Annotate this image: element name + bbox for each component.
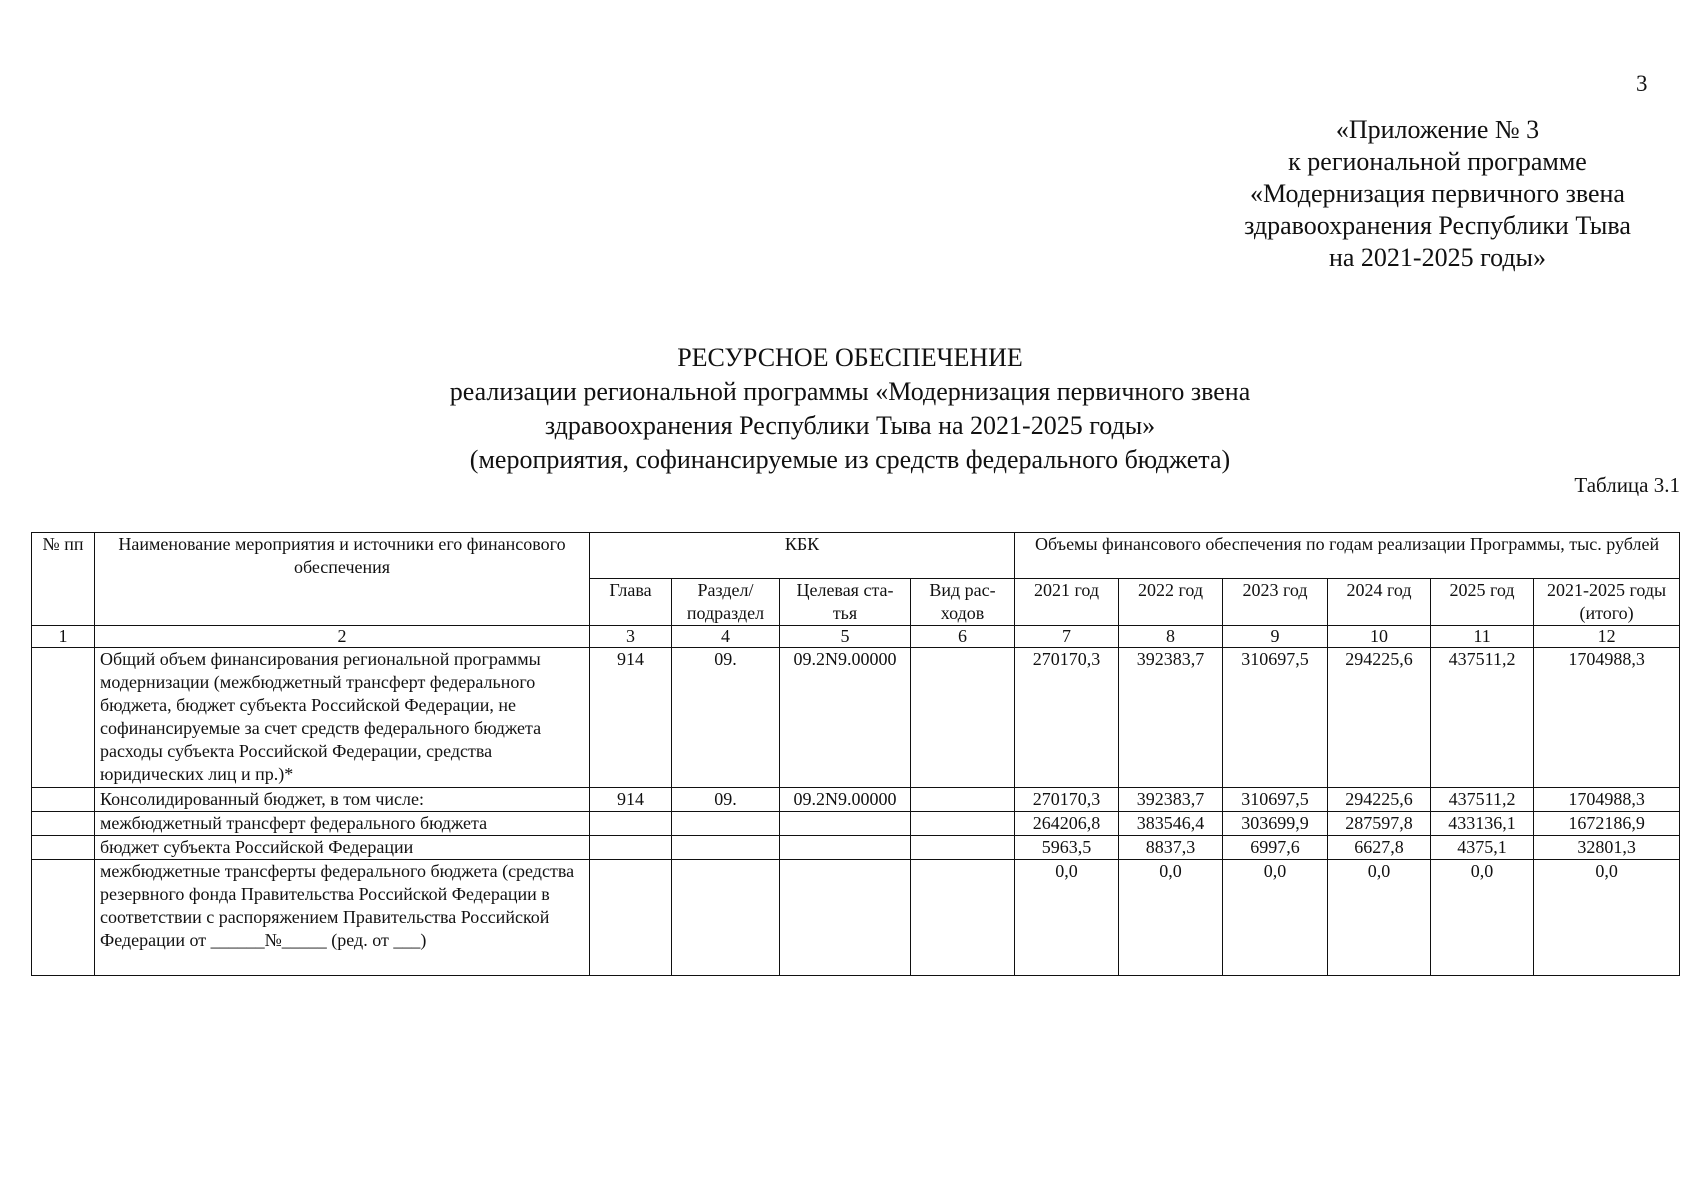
column-number: 7 — [1015, 626, 1119, 648]
table-caption: Таблица 3.1 — [1574, 473, 1680, 497]
appendix-line: «Приложение № 3 — [1335, 115, 1540, 144]
row-glava — [590, 860, 672, 976]
row-value: 287597,8 — [1328, 812, 1431, 836]
header-name: Наименование мероприятия и источники его финансового обеспечения — [95, 533, 590, 626]
row-value: 0,0 — [1015, 860, 1119, 976]
column-number: 3 — [590, 626, 672, 648]
row-no — [32, 648, 95, 788]
row-value: 437511,2 — [1431, 648, 1534, 788]
row-celevaya: 09.2N9.00000 — [780, 788, 911, 812]
row-celevaya — [780, 860, 911, 976]
row-value-total: 32801,3 — [1534, 836, 1680, 860]
row-value: 310697,5 — [1223, 648, 1328, 788]
table-row — [32, 860, 1680, 976]
column-number: 9 — [1223, 626, 1328, 648]
row-glava — [590, 836, 672, 860]
row-no — [32, 788, 95, 812]
row-value: 383546,4 — [1119, 812, 1223, 836]
column-number: 4 — [672, 626, 780, 648]
row-name: межбюджетные трансферты федерального бюджета (средства резервного фонда Правительства Российской Федерации в соответствии с распоряжением Правительства Российской Федерации от ______№_____ (ред. от ___) — [95, 860, 590, 976]
header-year: 2025 год — [1431, 579, 1534, 626]
row-value: 5963,5 — [1015, 836, 1119, 860]
row-razdel: 09. — [672, 648, 780, 788]
row-value: 270170,3 — [1015, 648, 1119, 788]
row-value: 0,0 — [1431, 860, 1534, 976]
column-number: 2 — [95, 626, 590, 648]
title-heading: РЕСУРСНОЕ ОБЕСПЕЧЕНИЕ — [677, 343, 1023, 372]
row-name: бюджет субъекта Российской Федерации — [95, 836, 590, 860]
table-row — [32, 812, 1680, 836]
table-row — [32, 648, 1680, 788]
row-value: 0,0 — [1119, 860, 1223, 976]
row-value: 437511,2 — [1431, 788, 1534, 812]
row-value: 6627,8 — [1328, 836, 1431, 860]
row-value: 8837,3 — [1119, 836, 1223, 860]
title-line: здравоохранения Республики Тыва на 2021-2025 годы» — [544, 411, 1156, 440]
row-vid — [911, 648, 1015, 788]
row-value-total: 0,0 — [1534, 860, 1680, 976]
column-number: 12 — [1534, 626, 1680, 648]
row-celevaya — [780, 812, 911, 836]
row-value: 310697,5 — [1223, 788, 1328, 812]
row-name: Консолидированный бюджет, в том числе: — [95, 788, 590, 812]
row-razdel: 09. — [672, 788, 780, 812]
row-value-total: 1704988,3 — [1534, 788, 1680, 812]
row-vid — [911, 860, 1015, 976]
appendix-block — [1205, 114, 1670, 274]
column-number: 8 — [1119, 626, 1223, 648]
row-name: Общий объем финансирования региональной программы модернизации (межбюджетный трансферт федерального бюджета, бюджет субъекта Российской Федерации, не софинансируемые за счет средств федерального бюджета расходы субъекта Российской Федерации, средства юридических лиц и пр.)* — [95, 648, 590, 788]
row-value: 303699,9 — [1223, 812, 1328, 836]
header-year: 2024 год — [1328, 579, 1431, 626]
row-glava: 914 — [590, 648, 672, 788]
appendix-line: на 2021-2025 годы» — [1328, 243, 1547, 272]
row-value: 433136,1 — [1431, 812, 1534, 836]
row-vid — [911, 812, 1015, 836]
appendix-line: здравоохранения Республики Тыва — [1244, 211, 1631, 240]
header-glava: Глава — [590, 579, 672, 626]
row-value: 264206,8 — [1015, 812, 1119, 836]
page-number: 3 — [1636, 71, 1648, 96]
row-value: 6997,6 — [1223, 836, 1328, 860]
row-celevaya: 09.2N9.00000 — [780, 648, 911, 788]
row-value: 294225,6 — [1328, 648, 1431, 788]
row-value: 392383,7 — [1119, 648, 1223, 788]
column-number: 6 — [911, 626, 1015, 648]
row-razdel — [672, 860, 780, 976]
row-razdel — [672, 836, 780, 860]
resource-table — [31, 532, 1680, 976]
row-name: межбюджетный трансферт федерального бюджета — [95, 812, 590, 836]
table-row — [32, 788, 1680, 812]
appendix-line: «Модернизация первичного звена — [1250, 179, 1625, 208]
header-vid: Вид рас- ходов — [911, 579, 1015, 626]
row-value: 270170,3 — [1015, 788, 1119, 812]
row-value: 294225,6 — [1328, 788, 1431, 812]
header-year: 2022 год — [1119, 579, 1223, 626]
row-value: 4375,1 — [1431, 836, 1534, 860]
row-no — [32, 812, 95, 836]
row-razdel — [672, 812, 780, 836]
header-celevaya: Целевая ста- тья — [780, 579, 911, 626]
column-number: 5 — [780, 626, 911, 648]
row-glava — [590, 812, 672, 836]
row-celevaya — [780, 836, 911, 860]
row-value-total: 1704988,3 — [1534, 648, 1680, 788]
row-no — [32, 836, 95, 860]
table-row — [32, 836, 1680, 860]
row-value: 0,0 — [1223, 860, 1328, 976]
row-no — [32, 860, 95, 976]
row-value: 0,0 — [1328, 860, 1431, 976]
title-line: (мероприятия, софинансируемые из средств федерального бюджета) — [469, 445, 1231, 474]
column-number: 11 — [1431, 626, 1534, 648]
title-line: реализации региональной программы «Модернизация первичного звена — [449, 377, 1251, 406]
row-glava: 914 — [590, 788, 672, 812]
header-no: № пп — [32, 533, 95, 626]
header-year: 2021 год — [1015, 579, 1119, 626]
header-year-total: 2021-2025 годы (итого) — [1534, 579, 1680, 626]
row-value-total: 1672186,9 — [1534, 812, 1680, 836]
row-value: 392383,7 — [1119, 788, 1223, 812]
document-title — [300, 341, 1400, 477]
row-vid — [911, 788, 1015, 812]
header-razdel: Раздел/ подраздел — [672, 579, 780, 626]
header-volumes: Объемы финансового обеспечения по годам реализации Программы, тыс. рублей — [1015, 533, 1680, 579]
row-vid — [911, 836, 1015, 860]
header-year: 2023 год — [1223, 579, 1328, 626]
appendix-line: к региональной программе — [1288, 147, 1587, 176]
column-number: 1 — [32, 626, 95, 648]
header-kbk: КБК — [590, 533, 1015, 579]
column-number: 10 — [1328, 626, 1431, 648]
